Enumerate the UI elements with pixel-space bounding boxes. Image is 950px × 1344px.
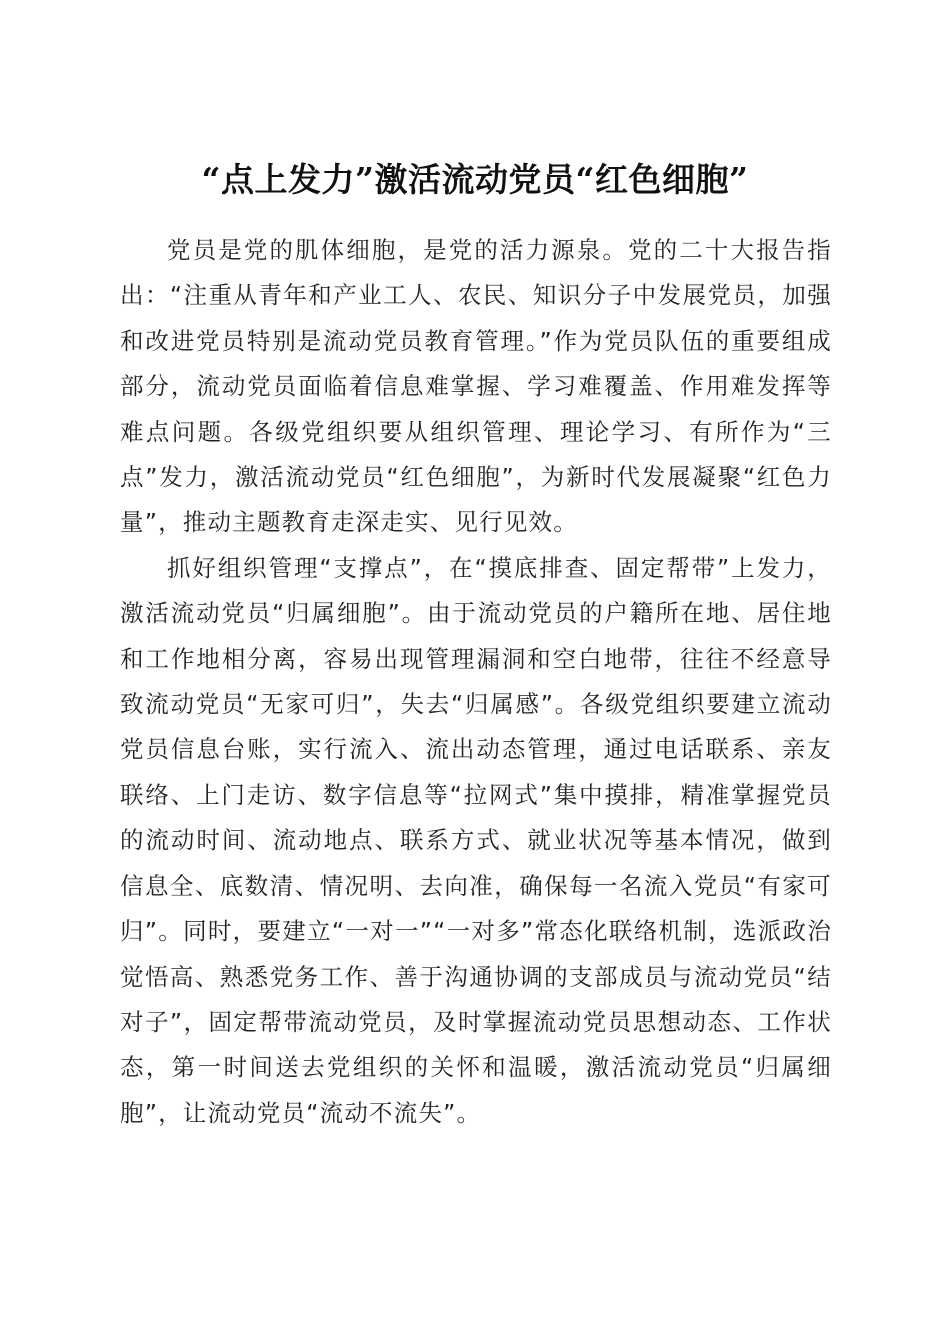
document-title: “点上发力”激活流动党员“红色细胞” (201, 160, 749, 200)
paragraph-organization-management: 抓好组织管理“支撑点”，在“摸底排查、固定帮带”上发力，激活流动党员“归属细胞”。由于流动党员的户籍所在地、居住地和工作地相分离，容易出现管理漏洞和空白地带，往往不经意导致流动党员“无家可归”，失去“归属感”。各级党组织要建立流动党员信息台账，实行流入、流出动态管理，通过电话联系、亲友联络、上门走访、数字信息等“拉网式”集中摸排，精准掌握党员的流动时间、流动地点、联系方式、就业状况等基本情况，做到信息全、底数清、情况明、去向准，确保每一名流入党员“有家可归”。同时，要建立“一对一”“一对多”常态化联络机制，选派政治觉悟高、熟悉党务工作、善于沟通协调的支部成员与流动党员“结对子”，固定帮带流动党员，及时掌握流动党员思想动态、工作状态，第一时间送去党组织的关怀和温暖，激活流动党员“归属细胞”，让流动党员“流动不流失”。 (120, 553, 832, 1127)
document-body (120, 228, 832, 1136)
paragraph-intro: 党员是党的肌体细胞，是党的活力源泉。党的二十大报告指出：“注重从青年和产业工人、农民、知识分子中发展党员，加强和改进党员特别是流动党员教育管理。”作为党员队伍的重要组成部分，流动党员面临着信息难掌握、学习难覆盖、作用难发挥等难点问题。各级党组织要从组织管理、理论学习、有所作为“三点”发力，激活流动党员“红色细胞”，为新时代发展凝聚“红色力量”，推动主题教育走深走实、见行见效。 (120, 236, 832, 537)
